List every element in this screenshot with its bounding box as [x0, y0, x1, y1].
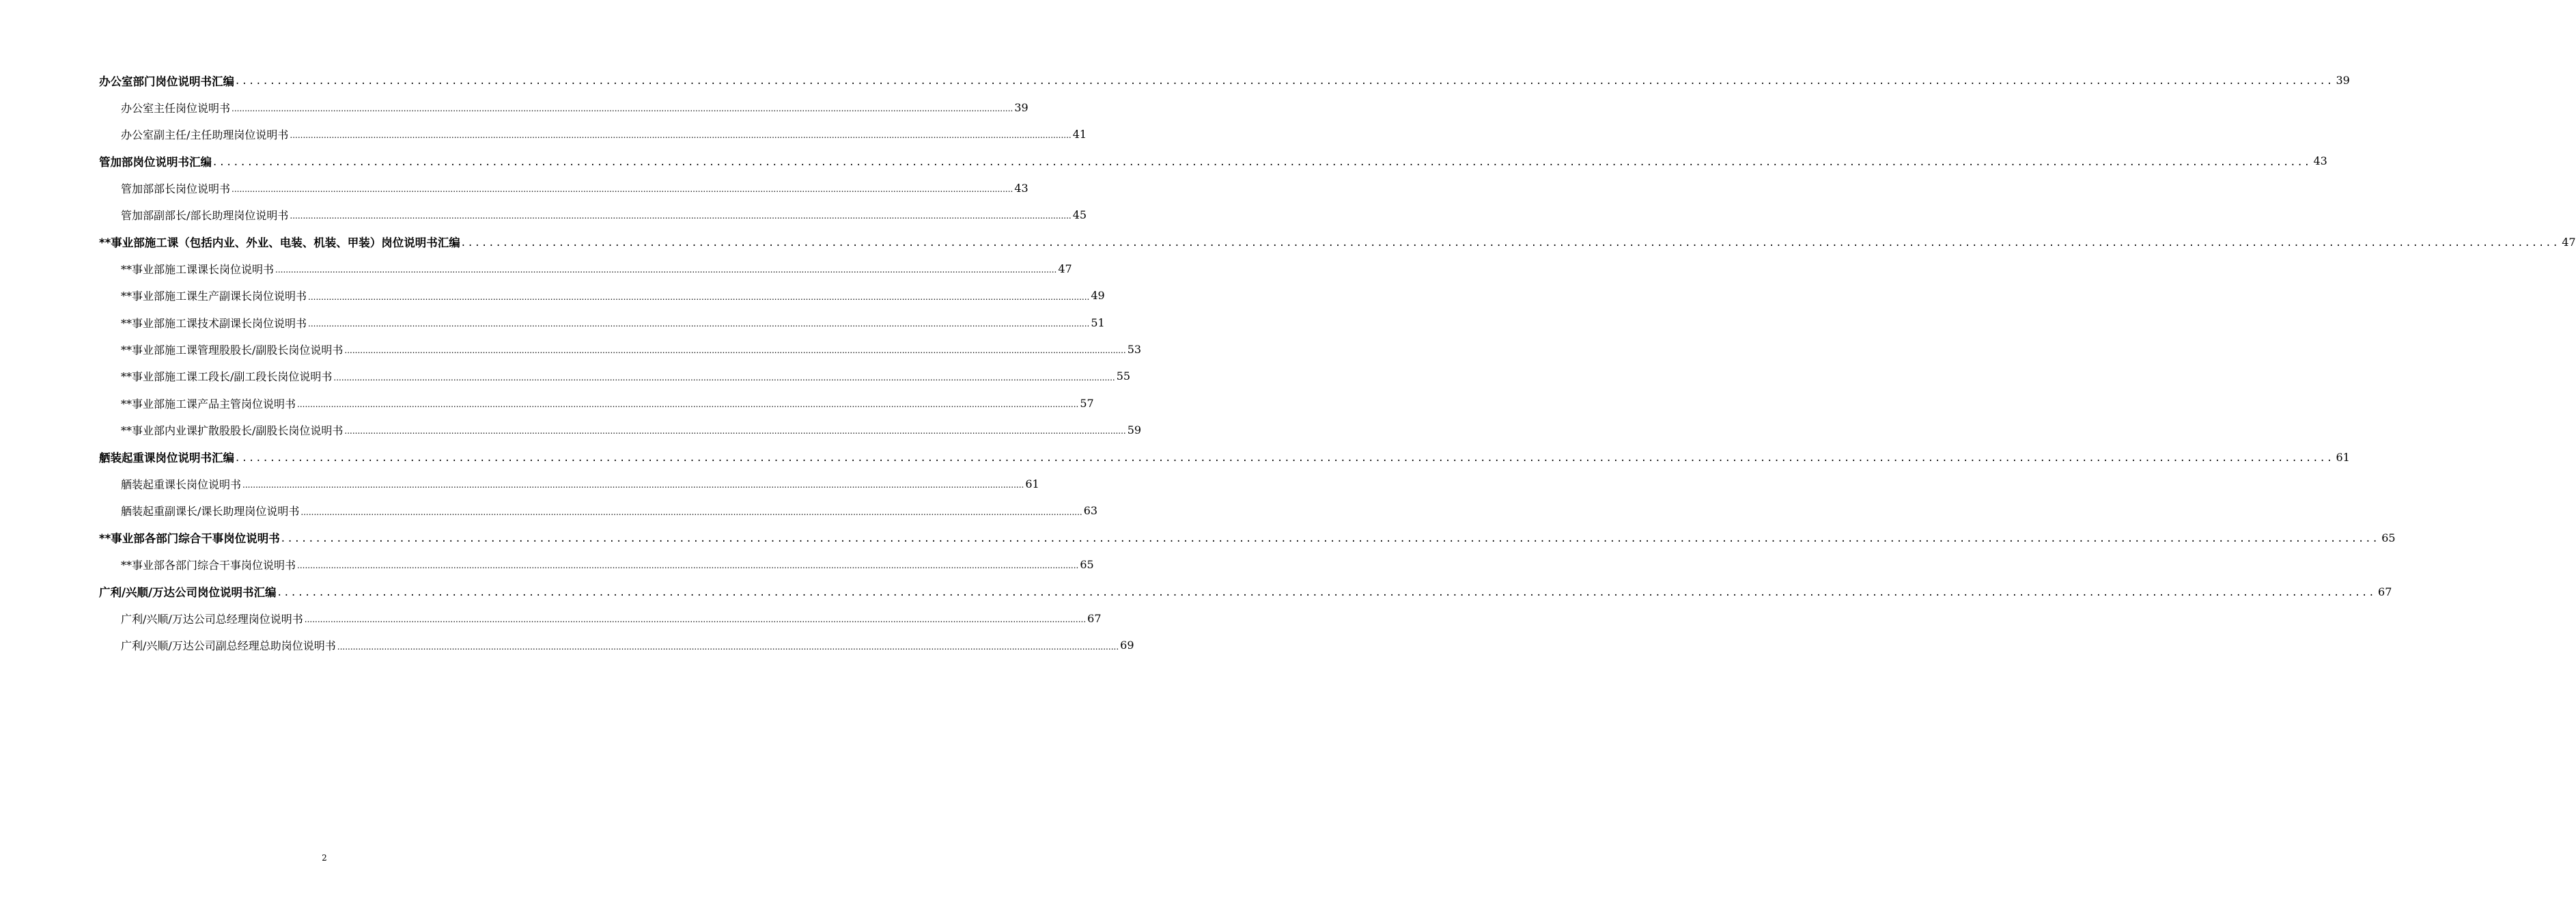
- toc-page-number: 57: [1080, 396, 1094, 410]
- toc-subentry[interactable]: [0, 121, 1087, 148]
- toc-entry-title: 广利/兴顺/万达公司岗位说明书汇编: [99, 586, 277, 600]
- toc-subentry[interactable]: [0, 363, 1131, 389]
- toc-dot-leader: ............................................................................................................................................................................................................................................................................................................: [297, 400, 1079, 410]
- toc-entry-title: **事业部施工课（包括内业、外业、电装、机装、甲装）岗位说明书汇编: [99, 236, 460, 250]
- toc-subentry[interactable]: [0, 390, 1094, 417]
- toc-page-number: 65: [1080, 558, 1094, 572]
- toc-page-number: 67: [1087, 612, 1102, 625]
- toc-subentry[interactable]: [0, 309, 1105, 336]
- toc-dot-leader: ............................................................................................................................................................................................................................................................................................................: [236, 74, 2335, 87]
- toc-subentry[interactable]: [0, 282, 1105, 309]
- toc-entry-title: 舾装起重副课长/课长助理岗位说明书: [121, 505, 300, 518]
- toc-dot-leader: ............................................................................................................................................................................................................................................................................................................: [337, 641, 1119, 652]
- toc-dot-leader: ............................................................................................................................................................................................................................................................................................................: [461, 235, 2561, 249]
- toc-section-entry[interactable]: [0, 67, 2350, 94]
- toc-entry-title: 舾装起重课岗位说明书汇编: [99, 451, 234, 465]
- toc-subentry[interactable]: [0, 551, 1094, 578]
- toc-dot-leader: ............................................................................................................................................................................................................................................................................................................: [308, 292, 1090, 302]
- toc-page-number: 69: [1120, 639, 1134, 652]
- toc-page-number: 61: [1025, 477, 1039, 491]
- toc-entry-title: 广利/兴顺/万达公司总经理岗位说明书: [121, 613, 303, 626]
- toc-page-number: 39: [2336, 74, 2350, 87]
- toc-entry-title: 管加部部长岗位说明书: [121, 182, 231, 195]
- toc-subentry[interactable]: [0, 336, 1142, 363]
- toc-dot-leader: ............................................................................................................................................................................................................................................................................................................: [242, 480, 1024, 490]
- toc-dot-leader: ............................................................................................................................................................................................................................................................................................................: [344, 346, 1126, 356]
- toc-page-number: 61: [2336, 450, 2350, 464]
- toc-dot-leader: ............................................................................................................................................................................................................................................................................................................: [213, 154, 2312, 168]
- toc-subentry[interactable]: [0, 497, 1098, 524]
- toc-subentry[interactable]: [0, 94, 1028, 120]
- toc-section-entry[interactable]: [0, 148, 2327, 174]
- toc-page-number: 39: [1014, 100, 1028, 114]
- toc-section-entry[interactable]: [0, 525, 2396, 551]
- toc-section-entry[interactable]: [0, 443, 2350, 470]
- toc-subentry[interactable]: [0, 471, 1039, 497]
- toc-entry-title: **事业部内业课扩散股股长/副股长岗位说明书: [121, 424, 344, 438]
- toc-dot-leader: ............................................................................................................................................................................................................................................................................................................: [275, 265, 1057, 275]
- toc-entry-title: **事业部各部门综合干事岗位说明书: [99, 532, 280, 546]
- toc-page-number: 49: [1091, 289, 1105, 303]
- toc-page-number: 67: [2378, 585, 2392, 598]
- toc-subentry[interactable]: [0, 255, 1072, 282]
- toc-section-entry[interactable]: [0, 578, 2392, 604]
- toc-page-number: 43: [2313, 154, 2327, 168]
- toc-page-number: 59: [1127, 423, 1142, 437]
- toc-entry-title: **事业部施工课产品主管岗位说明书: [121, 397, 296, 411]
- toc-page-number: 45: [1072, 208, 1087, 222]
- toc-entry-title: **事业部施工课课长岗位说明书: [121, 262, 275, 276]
- toc-dot-leader: ............................................................................................................................................................................................................................................................................................................: [232, 184, 1013, 194]
- toc-page-number: 65: [2381, 531, 2396, 544]
- table-of-contents: [0, 67, 2576, 659]
- toc-entry-title: 管加部岗位说明书汇编: [99, 155, 212, 169]
- toc-entry-title: **事业部施工课技术副课长岗位说明书: [121, 316, 307, 330]
- page-number: 2: [322, 853, 327, 863]
- toc-entry-title: 办公室部门岗位说明书汇编: [99, 74, 234, 88]
- toc-page-number: 51: [1091, 316, 1105, 329]
- toc-page-number: 47: [2562, 235, 2576, 249]
- toc-dot-leader: ............................................................................................................................................................................................................................................................................................................: [297, 561, 1079, 571]
- toc-page-number: 41: [1072, 127, 1087, 141]
- toc-entry-title: **事业部施工课工段长/副工段长岗位说明书: [121, 370, 333, 384]
- toc-entry-title: 舾装起重课长岗位说明书: [121, 478, 242, 492]
- toc-page-number: 63: [1083, 504, 1098, 518]
- toc-entry-title: **事业部施工课管理股股长/副股长岗位说明书: [121, 344, 344, 357]
- toc-subentry[interactable]: [0, 417, 1142, 443]
- toc-dot-leader: ............................................................................................................................................................................................................................................................................................................: [236, 450, 2335, 464]
- toc-entry-title: **事业部施工课生产副课长岗位说明书: [121, 290, 307, 303]
- toc-page-number: 55: [1116, 370, 1131, 383]
- toc-page-number: 53: [1127, 343, 1142, 357]
- toc-entry-title: 广利/兴顺/万达公司副总经理总助岗位说明书: [121, 639, 336, 653]
- toc-subentry[interactable]: [0, 175, 1028, 201]
- toc-dot-leader: ............................................................................................................................................................................................................................................................................................................: [281, 531, 2381, 545]
- toc-dot-leader: ............................................................................................................................................................................................................................................................................................................: [308, 318, 1090, 329]
- toc-dot-leader: ............................................................................................................................................................................................................................................................................................................: [304, 615, 1087, 625]
- toc-dot-leader: ............................................................................................................................................................................................................................................................................................................: [344, 426, 1126, 436]
- toc-dot-leader: ............................................................................................................................................................................................................................................................................................................: [300, 507, 1082, 517]
- toc-dot-leader: ............................................................................................................................................................................................................................................................................................................: [333, 372, 1115, 382]
- toc-entry-title: **事业部各部门综合干事岗位说明书: [121, 559, 296, 572]
- toc-entry-title: 管加部副部长/部长助理岗位说明书: [121, 209, 289, 223]
- toc-subentry[interactable]: [0, 632, 1134, 658]
- toc-subentry[interactable]: [0, 201, 1087, 228]
- toc-subentry[interactable]: [0, 605, 1102, 632]
- toc-entry-title: 办公室主任岗位说明书: [121, 101, 231, 115]
- toc-entry-title: 办公室副主任/主任助理岗位说明书: [121, 128, 289, 141]
- toc-dot-leader: ............................................................................................................................................................................................................................................................................................................: [232, 103, 1013, 113]
- toc-page-number: 43: [1014, 181, 1028, 195]
- toc-page-number: 47: [1058, 262, 1072, 275]
- toc-dot-leader: ............................................................................................................................................................................................................................................................................................................: [277, 585, 2377, 598]
- toc-dot-leader: ............................................................................................................................................................................................................................................................................................................: [290, 130, 1072, 141]
- toc-dot-leader: ............................................................................................................................................................................................................................................................................................................: [290, 211, 1072, 221]
- toc-section-entry[interactable]: [0, 228, 2576, 255]
